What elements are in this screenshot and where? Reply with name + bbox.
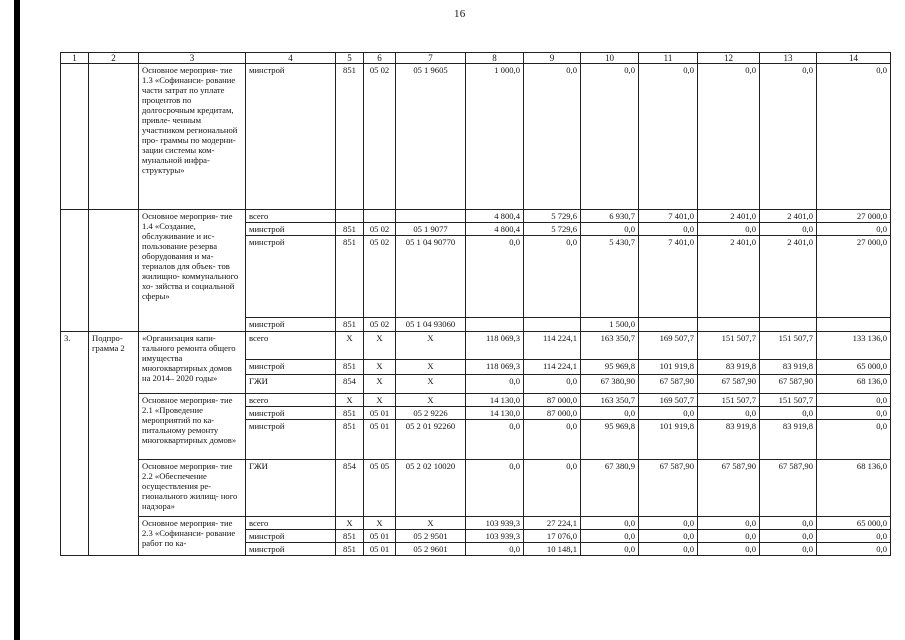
budget-code-cell: 854 xyxy=(336,460,364,517)
amount-cell: 2 401,0 xyxy=(698,236,760,318)
budget-code-cell: Х xyxy=(364,517,396,530)
amount-cell: 14 130,0 xyxy=(466,394,524,407)
amount-cell: 0,0 xyxy=(524,420,581,460)
amount-cell: 2 401,0 xyxy=(760,210,817,223)
budget-code-cell: 05 2 9226 xyxy=(396,407,466,420)
amount-cell: 17 076,0 xyxy=(524,530,581,543)
amount-cell: 67 587,90 xyxy=(698,460,760,517)
column-header-5: 5 xyxy=(336,53,364,64)
amount-cell: 0,0 xyxy=(760,223,817,236)
amount-cell: 0,0 xyxy=(817,223,891,236)
column-header-12: 12 xyxy=(698,53,760,64)
executor-cell: минстрой xyxy=(246,236,336,318)
budget-code-cell: Х xyxy=(396,360,466,375)
amount-cell: 95 969,8 xyxy=(581,360,639,375)
amount-cell: 163 350,7 xyxy=(581,332,639,360)
amount-cell: 65 000,0 xyxy=(817,517,891,530)
amount-cell: 7 401,0 xyxy=(639,236,698,318)
budget-code-cell: 05 2 9601 xyxy=(396,543,466,556)
budget-code-cell: Х xyxy=(336,332,364,360)
amount-cell: 118 069,3 xyxy=(466,360,524,375)
amount-cell: 0,0 xyxy=(524,64,581,210)
budget-code-cell: 851 xyxy=(336,223,364,236)
budget-code-cell: Х xyxy=(336,517,364,530)
budget-code-cell: Х xyxy=(336,394,364,407)
amount-cell: 7 401,0 xyxy=(639,210,698,223)
amount-cell: 68 136,0 xyxy=(817,460,891,517)
amount-cell: 133 136,0 xyxy=(817,332,891,360)
amount-cell: 0,0 xyxy=(639,407,698,420)
column-header-10: 10 xyxy=(581,53,639,64)
executor-cell: всего xyxy=(246,210,336,223)
budget-code-cell: 05 01 xyxy=(364,530,396,543)
amount-cell: 0,0 xyxy=(639,530,698,543)
budget-table xyxy=(60,52,891,556)
executor-cell: всего xyxy=(246,332,336,360)
executor-cell: ГЖИ xyxy=(246,375,336,394)
amount-cell: 83 919,8 xyxy=(760,420,817,460)
item-number-cell xyxy=(61,210,89,332)
amount-cell: 0,0 xyxy=(760,64,817,210)
budget-code-cell: Х xyxy=(396,375,466,394)
column-header-1: 1 xyxy=(61,53,89,64)
budget-code-cell xyxy=(364,210,396,223)
amount-cell: 27 000,0 xyxy=(817,210,891,223)
amount-cell: 0,0 xyxy=(760,530,817,543)
amount-cell: 151 507,7 xyxy=(698,394,760,407)
amount-cell: 0,0 xyxy=(698,543,760,556)
column-header-14: 14 xyxy=(817,53,891,64)
budget-code-cell: 851 xyxy=(336,318,364,332)
amount-cell: 0,0 xyxy=(817,543,891,556)
amount-cell: 151 507,7 xyxy=(760,332,817,360)
amount-cell: 0,0 xyxy=(698,530,760,543)
amount-cell: 0,0 xyxy=(698,223,760,236)
budget-code-cell: 851 xyxy=(336,407,364,420)
amount-cell: 5 430,7 xyxy=(581,236,639,318)
table-row xyxy=(61,210,891,223)
program-cell: Подпро- грамма 2 xyxy=(89,332,139,556)
activity-description: Основное мероприя- тие 1.4 «Создание, обслуживание и ис- пользование резерва оборудования и ма- териалов для объек- тов жилищно- коммунального хо- зяйства и социальной сферы» xyxy=(139,210,246,332)
column-header-4: 4 xyxy=(246,53,336,64)
executor-cell: минстрой xyxy=(246,530,336,543)
executor-cell: всего xyxy=(246,517,336,530)
amount-cell: 0,0 xyxy=(466,236,524,318)
budget-code-cell xyxy=(336,210,364,223)
amount-cell: 0,0 xyxy=(760,407,817,420)
amount-cell: 0,0 xyxy=(466,543,524,556)
column-header-3: 3 xyxy=(139,53,246,64)
budget-code-cell: 05 2 02 10020 xyxy=(396,460,466,517)
executor-cell: минстрой xyxy=(246,223,336,236)
budget-code-cell: 05 02 xyxy=(364,236,396,318)
executor-cell: всего xyxy=(246,394,336,407)
amount-cell: 0,0 xyxy=(466,375,524,394)
amount-cell: 67 587,90 xyxy=(760,375,817,394)
amount-cell: 87 000,0 xyxy=(524,407,581,420)
amount-cell: 103 939,3 xyxy=(466,517,524,530)
budget-code-cell: 05 05 xyxy=(364,460,396,517)
table-row xyxy=(61,394,891,407)
binding-edge xyxy=(14,0,20,640)
amount-cell: 0,0 xyxy=(817,530,891,543)
amount-cell: 0,0 xyxy=(581,223,639,236)
amount-cell: 0,0 xyxy=(698,517,760,530)
budget-code-cell: 05 02 xyxy=(364,223,396,236)
activity-description: Основное мероприя- тие 2.3 «Софинанси- рование работ по ка- xyxy=(139,517,246,556)
column-header-7: 7 xyxy=(396,53,466,64)
budget-code-cell: 05 1 9605 xyxy=(396,64,466,210)
budget-code-cell: 851 xyxy=(336,420,364,460)
amount-cell: 163 350,7 xyxy=(581,394,639,407)
amount-cell: 27 224,1 xyxy=(524,517,581,530)
executor-cell: минстрой xyxy=(246,407,336,420)
amount-cell: 95 969,8 xyxy=(581,420,639,460)
amount-cell xyxy=(817,318,891,332)
amount-cell: 0,0 xyxy=(466,460,524,517)
amount-cell: 5 729,6 xyxy=(524,210,581,223)
amount-cell xyxy=(466,318,524,332)
amount-cell: 4 800,4 xyxy=(466,210,524,223)
table-row xyxy=(61,460,891,517)
executor-cell: минстрой xyxy=(246,420,336,460)
executor-cell: минстрой xyxy=(246,543,336,556)
amount-cell: 2 401,0 xyxy=(698,210,760,223)
amount-cell: 101 919,8 xyxy=(639,420,698,460)
header-row xyxy=(61,53,891,64)
amount-cell: 87 000,0 xyxy=(524,394,581,407)
amount-cell: 5 729,6 xyxy=(524,223,581,236)
amount-cell: 0,0 xyxy=(817,407,891,420)
budget-code-cell xyxy=(396,210,466,223)
budget-code-cell: 05 1 9077 xyxy=(396,223,466,236)
amount-cell: 101 919,8 xyxy=(639,360,698,375)
budget-code-cell: 851 xyxy=(336,530,364,543)
budget-code-cell: 05 01 xyxy=(364,420,396,460)
executor-cell: минстрой xyxy=(246,360,336,375)
activity-description: «Организация капи- тального ремонта общего имущества многоквартирных домов на 2014– 2020 годы» xyxy=(139,332,246,394)
amount-cell: 83 919,8 xyxy=(698,420,760,460)
budget-code-cell: Х xyxy=(364,394,396,407)
budget-code-cell: Х xyxy=(364,332,396,360)
amount-cell: 0,0 xyxy=(524,375,581,394)
amount-cell: 10 148,1 xyxy=(524,543,581,556)
amount-cell: 0,0 xyxy=(581,543,639,556)
amount-cell: 67 380,9 xyxy=(581,460,639,517)
amount-cell xyxy=(760,318,817,332)
amount-cell: 0,0 xyxy=(760,543,817,556)
amount-cell: 103 939,3 xyxy=(466,530,524,543)
budget-code-cell: 854 xyxy=(336,375,364,394)
amount-cell: 1 000,0 xyxy=(466,64,524,210)
amount-cell: 0,0 xyxy=(524,236,581,318)
amount-cell: 67 587,90 xyxy=(639,460,698,517)
table-row xyxy=(61,64,891,210)
column-header-13: 13 xyxy=(760,53,817,64)
amount-cell: 0,0 xyxy=(466,420,524,460)
amount-cell: 0,0 xyxy=(581,64,639,210)
amount-cell: 0,0 xyxy=(581,530,639,543)
amount-cell: 0,0 xyxy=(639,543,698,556)
column-header-8: 8 xyxy=(466,53,524,64)
amount-cell: 67 587,90 xyxy=(639,375,698,394)
amount-cell: 67 380,90 xyxy=(581,375,639,394)
budget-code-cell: 05 01 xyxy=(364,407,396,420)
program-cell xyxy=(89,64,139,210)
budget-code-cell: 851 xyxy=(336,360,364,375)
amount-cell: 151 507,7 xyxy=(760,394,817,407)
amount-cell: 151 507,7 xyxy=(698,332,760,360)
item-number-cell xyxy=(61,64,89,210)
executor-cell: минстрой xyxy=(246,64,336,210)
table-row xyxy=(61,517,891,530)
amount-cell: 4 800,4 xyxy=(466,223,524,236)
table-row xyxy=(61,332,891,360)
executor-cell: ГЖИ xyxy=(246,460,336,517)
page-number: 16 xyxy=(454,8,466,20)
amount-cell: 14 130,0 xyxy=(466,407,524,420)
budget-code-cell: 851 xyxy=(336,543,364,556)
column-header-6: 6 xyxy=(364,53,396,64)
amount-cell: 1 500,0 xyxy=(581,318,639,332)
budget-code-cell: 851 xyxy=(336,236,364,318)
executor-cell: минстрой xyxy=(246,318,336,332)
amount-cell: 0,0 xyxy=(524,460,581,517)
amount-cell: 0,0 xyxy=(817,420,891,460)
activity-description: Основное мероприя- тие 1.3 «Софинанси- рование части затрат по уплате процентов по долгосрочным кредитам, привле- ченным участником региональной про- граммы по модерни- зации системы ком- мунальной инфра- структуры» xyxy=(139,64,246,210)
amount-cell: 169 507,7 xyxy=(639,394,698,407)
budget-code-cell: Х xyxy=(396,517,466,530)
budget-code-cell: 851 xyxy=(336,64,364,210)
budget-code-cell: 05 01 xyxy=(364,543,396,556)
column-header-11: 11 xyxy=(639,53,698,64)
amount-cell: 0,0 xyxy=(581,407,639,420)
budget-code-cell: Х xyxy=(396,332,466,360)
amount-cell: 6 930,7 xyxy=(581,210,639,223)
amount-cell xyxy=(524,318,581,332)
amount-cell: 0,0 xyxy=(581,517,639,530)
budget-code-cell: Х xyxy=(364,375,396,394)
activity-description: Основное мероприя- тие 2.2 «Обеспечение осуществления ре- гионального жилищ- ного надзора» xyxy=(139,460,246,517)
amount-cell: 0,0 xyxy=(639,64,698,210)
amount-cell: 68 136,0 xyxy=(817,375,891,394)
amount-cell: 67 587,90 xyxy=(760,460,817,517)
amount-cell: 65 000,0 xyxy=(817,360,891,375)
amount-cell xyxy=(639,318,698,332)
budget-code-cell: Х xyxy=(396,394,466,407)
amount-cell: 83 919,8 xyxy=(760,360,817,375)
budget-code-cell: 05 2 01 92260 xyxy=(396,420,466,460)
program-cell xyxy=(89,210,139,332)
amount-cell xyxy=(698,318,760,332)
amount-cell: 0,0 xyxy=(639,517,698,530)
amount-cell: 27 000,0 xyxy=(817,236,891,318)
amount-cell: 114 224,1 xyxy=(524,332,581,360)
activity-description: Основное мероприя- тие 2.1 «Проведение мероприятий по ка- питальному ремонту многоквартирных домов» xyxy=(139,394,246,460)
budget-code-cell: 05 1 04 93060 xyxy=(396,318,466,332)
amount-cell: 0,0 xyxy=(760,517,817,530)
budget-code-cell: 05 1 04 90770 xyxy=(396,236,466,318)
amount-cell: 67 587,90 xyxy=(698,375,760,394)
amount-cell: 0,0 xyxy=(817,64,891,210)
item-number-cell: 3. xyxy=(61,332,89,556)
amount-cell: 0,0 xyxy=(698,64,760,210)
amount-cell: 0,0 xyxy=(639,223,698,236)
column-header-9: 9 xyxy=(524,53,581,64)
budget-code-cell: 05 2 9501 xyxy=(396,530,466,543)
amount-cell: 169 507,7 xyxy=(639,332,698,360)
amount-cell: 114 224,1 xyxy=(524,360,581,375)
budget-code-cell: 05 02 xyxy=(364,318,396,332)
column-header-2: 2 xyxy=(89,53,139,64)
budget-code-cell: Х xyxy=(364,360,396,375)
amount-cell: 2 401,0 xyxy=(760,236,817,318)
amount-cell: 0,0 xyxy=(698,407,760,420)
amount-cell: 83 919,8 xyxy=(698,360,760,375)
amount-cell: 0,0 xyxy=(817,394,891,407)
amount-cell: 118 069,3 xyxy=(466,332,524,360)
budget-code-cell: 05 02 xyxy=(364,64,396,210)
